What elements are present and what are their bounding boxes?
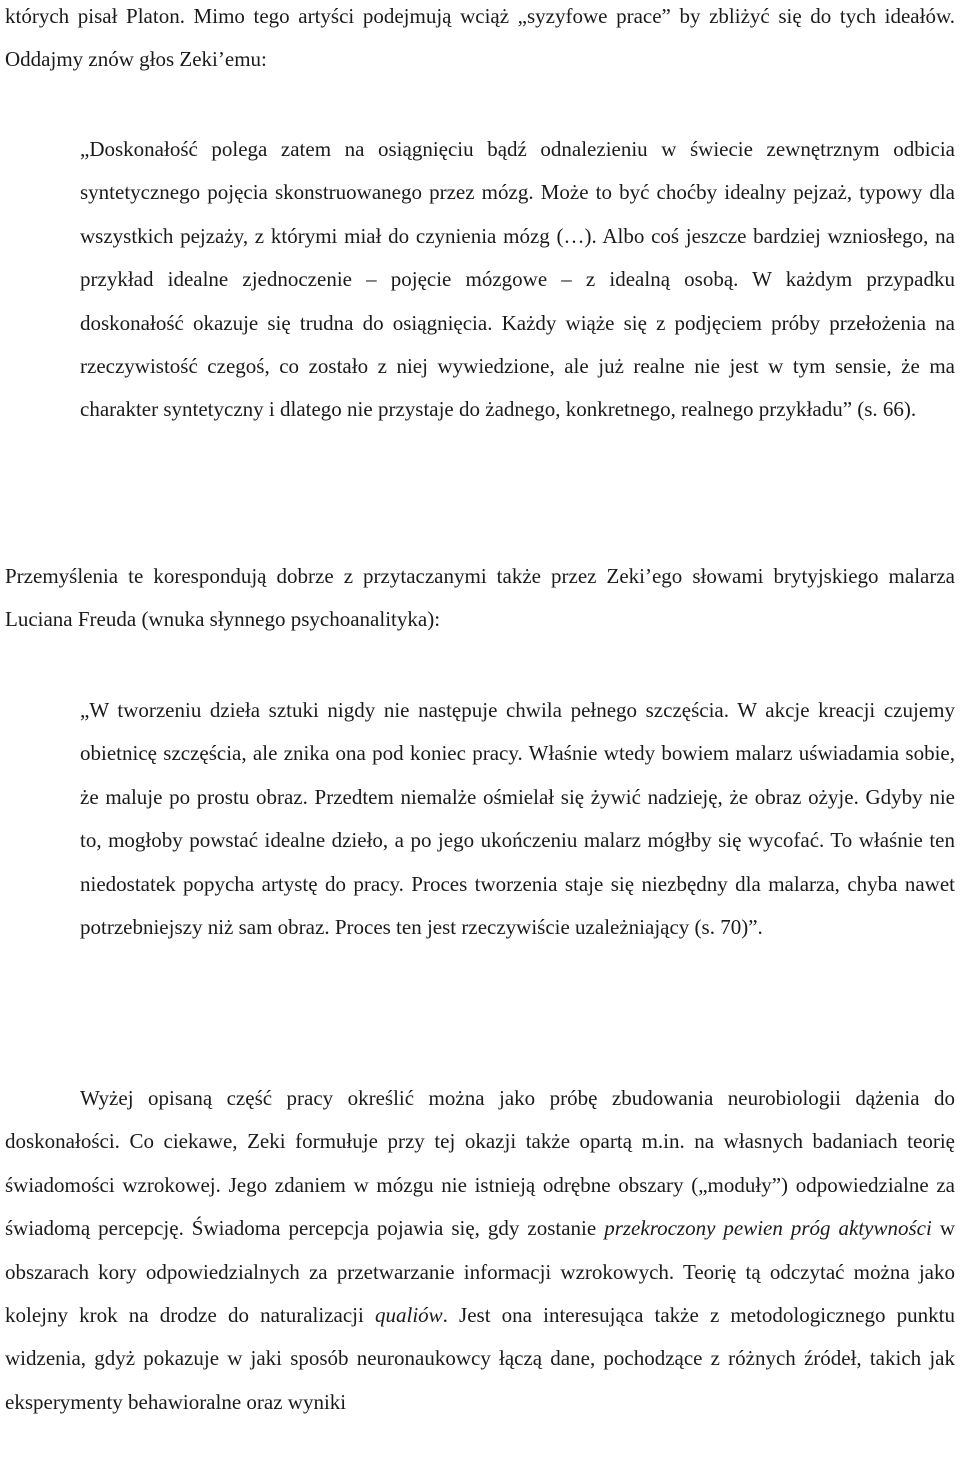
text-segment: których pisał Platon. Mimo tego artyści podejmują wciąż „syzyfowe prace” by zbliżyć się do tych ideałów. Oddajmy znów głos Zeki’emu: — [5, 4, 955, 72]
text-segment: „Doskonałość polega zatem na osiągnięciu bądź odnalezieniu w świecie zewnętrznym odbicia syntetycznego pojęcia skonstruowanego przez mózg. Może to być choćby idealny pejzaż, typowy dla wszystkich pejzaży, z którymi miał do czynienia mózg (…). Albo coś jeszcze bardziej wzniosłego, na przykład idealne zjednoczenie – pojęcie mózgowe – z idealną osobą. W każdym przypadku doskonałość okazuje się trudna do osiągnięcia. Każdy wiąże się z podjęciem próby przełożenia na rzeczywistość czegoś, co zostało z niej wywiedzione, ale już realne nie jest w tym sensie, że ma charakter syntetyczny i dlatego nie przystaje do żadnego, konkretnego, realnego przykładu” (s. 66). — [80, 137, 955, 422]
paragraph-freud-intro — [5, 555, 955, 642]
text-segment: w obszarach kory odpowiedzialnych za przetwarzanie informacji wzrokowych. Teorię tą odczytać można jako kolejny krok na drodze do naturalizacji — [5, 1216, 955, 1328]
text-segment: Wyżej opisaną część pracy określić można jako próbę zbudowania neurobiologii dążenia do doskonałości. Co ciekawe, Zeki formułuje przy tej okazji także opartą m.in. na własnych badaniach teorię świadomości wzrokowej. Jego zdaniem w mózgu nie istnieją odrębne obszary („moduły”) odpowiedzialne za świadomą percepcję. Świadoma percepcja pojawia się, gdy zostanie — [5, 1086, 955, 1241]
paragraph-neurobiology — [5, 1077, 955, 1424]
block-quote-freud — [80, 689, 955, 949]
paragraph-intro-continuation — [5, 0, 955, 82]
block-quote-zeki — [80, 128, 955, 432]
text-segment: „W tworzeniu dzieła sztuki nigdy nie następuje chwila pełnego szczęścia. W akcje kreacji czujemy obietnicę szczęścia, ale znika ona pod koniec pracy. Właśnie wtedy bowiem malarz uświadamia sobie, że maluje po prostu obraz. Przedtem niemalże ośmielał się żywić nadzieję, że obraz ożyje. Gdyby nie to, mogłoby powstać idealne dzieło, a po jego ukończeniu malarz mógłby się wycofać. To właśnie ten niedostatek popycha artystę do pracy. Proces tworzenia staje się niezbędny dla malarza, chyba nawet potrzebniejszy niż sam obraz. Proces ten jest rzeczywiście uzależniający (s. 70)”. — [80, 698, 955, 940]
text-segment: Przemyślenia te korespondują dobrze z przytaczanymi także przez Zeki’ego słowami brytyjskiego malarza Luciana Freuda (wnuka słynnego psychoanalityka): — [5, 564, 955, 632]
text-segment: . Jest ona interesująca także z metodologicznego punktu widzenia, gdyż pokazuje w jaki sposób neuronaukowcy łączą dane, pochodzące z różnych źródeł, takich jak eksperymenty behawioralne oraz wyniki — [5, 1303, 955, 1414]
italic-term-qualia: qualiów — [374, 1303, 443, 1328]
italic-phrase-threshold: przekroczony pewien próg aktywności — [604, 1216, 932, 1241]
